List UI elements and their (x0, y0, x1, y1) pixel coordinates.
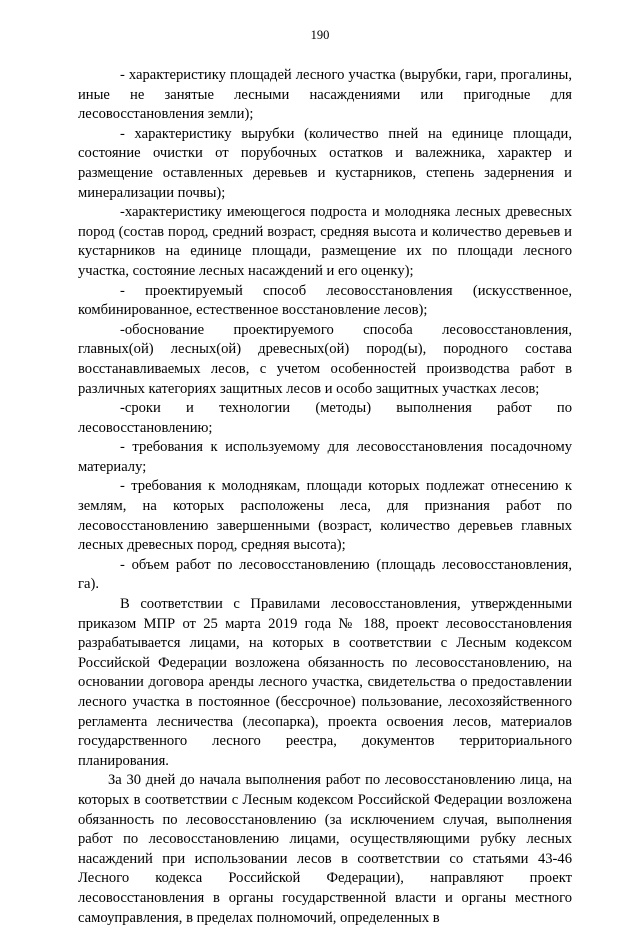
paragraph-undergrowth-characteristics: -характеристику имеющегося подроста и молодняка лесных древесных пород (состав пород, средний возраст, средняя высота и количество деревьев и кустарников на единице площади, размещение их по площади лесного участка, состояние лесных насаждений и его оценку); (78, 204, 572, 279)
document-body (78, 66, 572, 928)
paragraph-method-justification: -обоснование проектируемого способа лесовосстановления, главных(ой) лесных(ой) древесных(ой) пород(ы), породного состава восстанавливаемых лесов, с учетом особенностей производства работ в различных категориях защитных лесов и особо защитных участках лесов; (78, 321, 572, 397)
paragraph-area-characteristics: - характеристику площадей лесного участка (вырубки, гари, прогалины, иные не занятые лесными насаждениями или пригодные для лесовосстановления земли); (78, 67, 572, 123)
paragraph-planting-material: - требования к используемому для лесовосстановления посадочному материалу; (78, 439, 572, 475)
paragraph-rules-reference: В соответствии с Правилами лесовосстановления, утвержденными приказом МПР от 25 марта 2019 года № 188, проект лесовосстановления разрабатывается лицами, на которых в соответствии с Лесным кодексом Российской Федерации возложена обязанность по лесовосстановлению, на основании договора аренды лесного участка, свидетельства о предоставлении лесного участка в постоянное (бессрочное) пользование, лесохозяйственного регламента лесничества (лесопарка), проекта освоения лесов, материалов государственного лесного реестра, документов территориального планирования. (78, 596, 572, 769)
paragraph-timing-technology: -сроки и технологии (методы) выполнения работ по лесовосстановлению; (78, 400, 572, 436)
paragraph-submission-deadline: За 30 дней до начала выполнения работ по лесовосстановлению лица, на которых в соответствии с Лесным кодексом Российской Федерации возложена обязанность по лесовосстановлению (за исключением случая, выполнения работ по лесовосстановлению лицами, осуществляющими рубку лесных насаждений при использовании лесов в соответствии со статьями 43-46 Лесного кодекса Российской Федерации), направляют проект лесовосстановления в органы государственной власти и органы местного самоуправления, в пределах полномочий, определенных в (78, 772, 572, 926)
paragraph-work-volume: - объем работ по лесовосстановлению (площадь лесовосстановления, га). (78, 556, 572, 593)
page-number: 190 (310, 28, 330, 42)
paragraph-reforestation-method: - проектируемый способ лесовосстановления (искусственное, комбинированное, естественное восстановление лесов); (78, 282, 572, 319)
paragraph-young-stand-requirements: - требования к молоднякам, площади которых подлежат отнесению к землям, на которых расположены леса, для признания работ по лесовосстановлению завершенными (возраст, количество деревьев главных лесных древесных пород, средняя высота); (78, 478, 572, 554)
paragraph-clearing-characteristics: - характеристику вырубки (количество пней на единице площади, состояние очистки от порубочных остатков и валежника, характер и размещение оставленных деревьев и кустарников, степень задернения и минерализации почвы); (78, 125, 572, 201)
